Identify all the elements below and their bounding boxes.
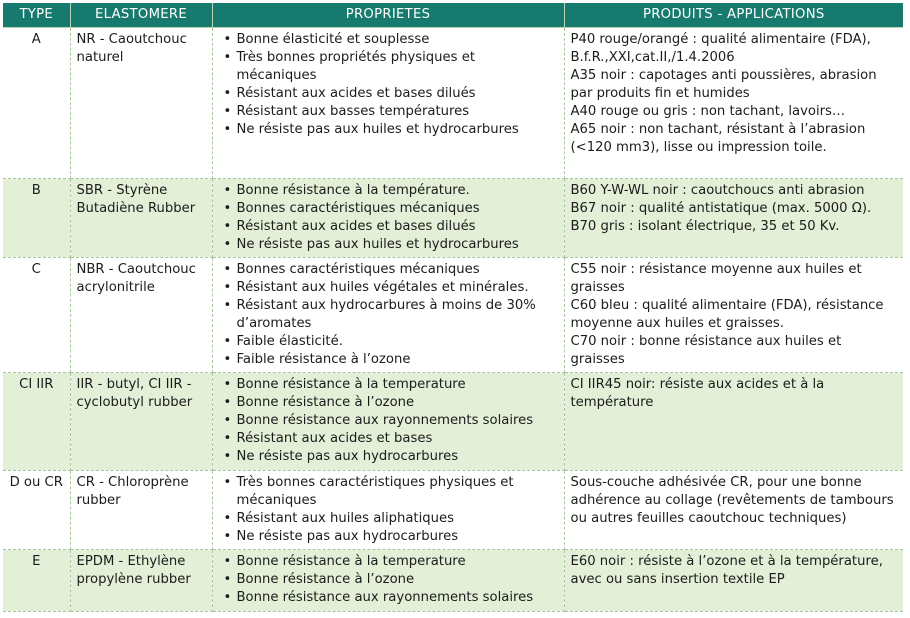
propriete-item: • Bonne résistance aux rayonnements solaires (219, 589, 558, 607)
elastomer-table (3, 3, 903, 612)
propriete-item: • Résistant aux acides et bases dilués (219, 85, 558, 103)
produits-cell (564, 550, 903, 612)
elastomere-cell: EPDM - Ethylène propylène rubber (70, 550, 212, 612)
proprietes-cell (212, 550, 564, 612)
propriete-item: • Bonnes caractéristiques mécaniques (219, 261, 558, 279)
produits-cell (564, 28, 903, 179)
elastomere-cell: NBR - Caoutchouc acrylonitrile (70, 258, 212, 373)
propriete-item: • Résistant aux basses températures (219, 103, 558, 121)
proprietes-list (219, 261, 558, 369)
header-proprietes: PROPRIETES (212, 3, 564, 28)
produit-line: Sous-couche adhésivée CR, pour une bonne adhérence au collage (revêtements de tambours ou autres feuilles caoutchouc techniques) (570, 475, 894, 526)
propriete-item: • Bonne résistance à la temperature (219, 553, 558, 571)
produit-line: B60 Y-W-WL noir : caoutchoucs anti abrasion (570, 183, 865, 198)
table-row (3, 471, 903, 550)
table-row (3, 179, 903, 258)
table-row (3, 258, 903, 373)
produits-cell (564, 471, 903, 550)
proprietes-cell (212, 471, 564, 550)
header-row (3, 3, 903, 28)
table-row (3, 550, 903, 612)
produits-cell (564, 258, 903, 373)
produit-line: C55 noir : résistance moyenne aux huiles et graisses (570, 262, 862, 295)
table-row (3, 28, 903, 179)
propriete-item: • Résistant aux acides et bases (219, 430, 558, 448)
elastomere-cell: CR - Chloroprène rubber (70, 471, 212, 550)
table-body (3, 28, 903, 612)
produit-line: P40 rouge/orangé : qualité alimentaire (FDA), B.f.R.,XXI,cat.II,/1.4.2006 (570, 32, 871, 65)
proprietes-list (219, 553, 558, 607)
produit-line: CI IIR45 noir: résiste aux acides et à la température (570, 377, 825, 410)
produit-line: B70 gris : isolant électrique, 35 et 50 Kv. (570, 219, 840, 234)
propriete-item: • Bonne résistance à l’ozone (219, 394, 558, 412)
propriete-item: • Résistant aux hydrocarbures à moins de 30% d’aromates (219, 297, 558, 333)
type-cell: B (3, 179, 70, 258)
propriete-item: • Ne résiste pas aux hydrocarbures (219, 528, 558, 546)
header-elastomere: ELASTOMERE (70, 3, 212, 28)
propriete-item: • Bonne résistance à l’ozone (219, 571, 558, 589)
type-cell: A (3, 28, 70, 179)
type-cell: D ou CR (3, 471, 70, 550)
propriete-item: • Ne résiste pas aux huiles et hydrocarbures (219, 236, 558, 254)
type-cell: E (3, 550, 70, 612)
proprietes-cell (212, 28, 564, 179)
proprietes-list (219, 474, 558, 546)
elastomere-cell: SBR - Styrène Butadiène Rubber (70, 179, 212, 258)
type-cell: CI IIR (3, 373, 70, 471)
proprietes-list (219, 182, 558, 254)
produit-line: B67 noir : qualité antistatique (max. 5000 Ω). (570, 201, 872, 216)
propriete-item: • Très bonnes propriétés physiques et mécaniques (219, 49, 558, 85)
propriete-item: • Bonne résistance à la temperature (219, 376, 558, 394)
proprietes-list (219, 376, 558, 466)
proprietes-cell (212, 258, 564, 373)
type-cell: C (3, 258, 70, 373)
produit-line: A35 noir : capotages anti poussières, abrasion par produits fin et humides (570, 68, 877, 101)
propriete-item: • Très bonnes caractéristiques physiques et mécaniques (219, 474, 558, 510)
proprietes-cell (212, 179, 564, 258)
propriete-item: • Résistant aux acides et bases dilués (219, 218, 558, 236)
propriete-item: • Ne résiste pas aux huiles et hydrocarbures (219, 121, 558, 139)
propriete-item: • Bonne résistance aux rayonnements solaires (219, 412, 558, 430)
produit-line: A40 rouge ou gris : non tachant, lavoirs… (570, 104, 846, 119)
propriete-item: • Faible élasticité. (219, 333, 558, 351)
produit-line: E60 noir : résiste à l’ozone et à la température, avec ou sans insertion textile EP (570, 554, 883, 587)
produits-cell (564, 179, 903, 258)
produit-line: C70 noir : bonne résistance aux huiles et graisses (570, 334, 842, 367)
propriete-item: • Résistant aux huiles aliphatiques (219, 510, 558, 528)
elastomere-cell: IIR - butyl, CI IIR - cyclobutyl rubber (70, 373, 212, 471)
table-row (3, 373, 903, 471)
propriete-item: • Bonne élasticité et souplesse (219, 31, 558, 49)
propriete-item: • Ne résiste pas aux hydrocarbures (219, 448, 558, 466)
proprietes-list (219, 31, 558, 139)
propriete-item: • Bonne résistance à la température. (219, 182, 558, 200)
produit-line: A65 noir : non tachant, résistant à l’abrasion (<120 mm3), lisse ou impression toile. (570, 122, 866, 155)
propriete-item: • Faible résistance à l’ozone (219, 351, 558, 369)
propriete-item: • Bonnes caractéristiques mécaniques (219, 200, 558, 218)
produit-line: C60 bleu : qualité alimentaire (FDA), résistance moyenne aux huiles et graisses. (570, 298, 884, 331)
proprietes-cell (212, 373, 564, 471)
elastomere-cell: NR - Caoutchouc naturel (70, 28, 212, 179)
header-produits: PRODUITS - APPLICATIONS (564, 3, 903, 28)
header-type: TYPE (3, 3, 70, 28)
propriete-item: • Résistant aux huiles végétales et minérales. (219, 279, 558, 297)
produits-cell (564, 373, 903, 471)
